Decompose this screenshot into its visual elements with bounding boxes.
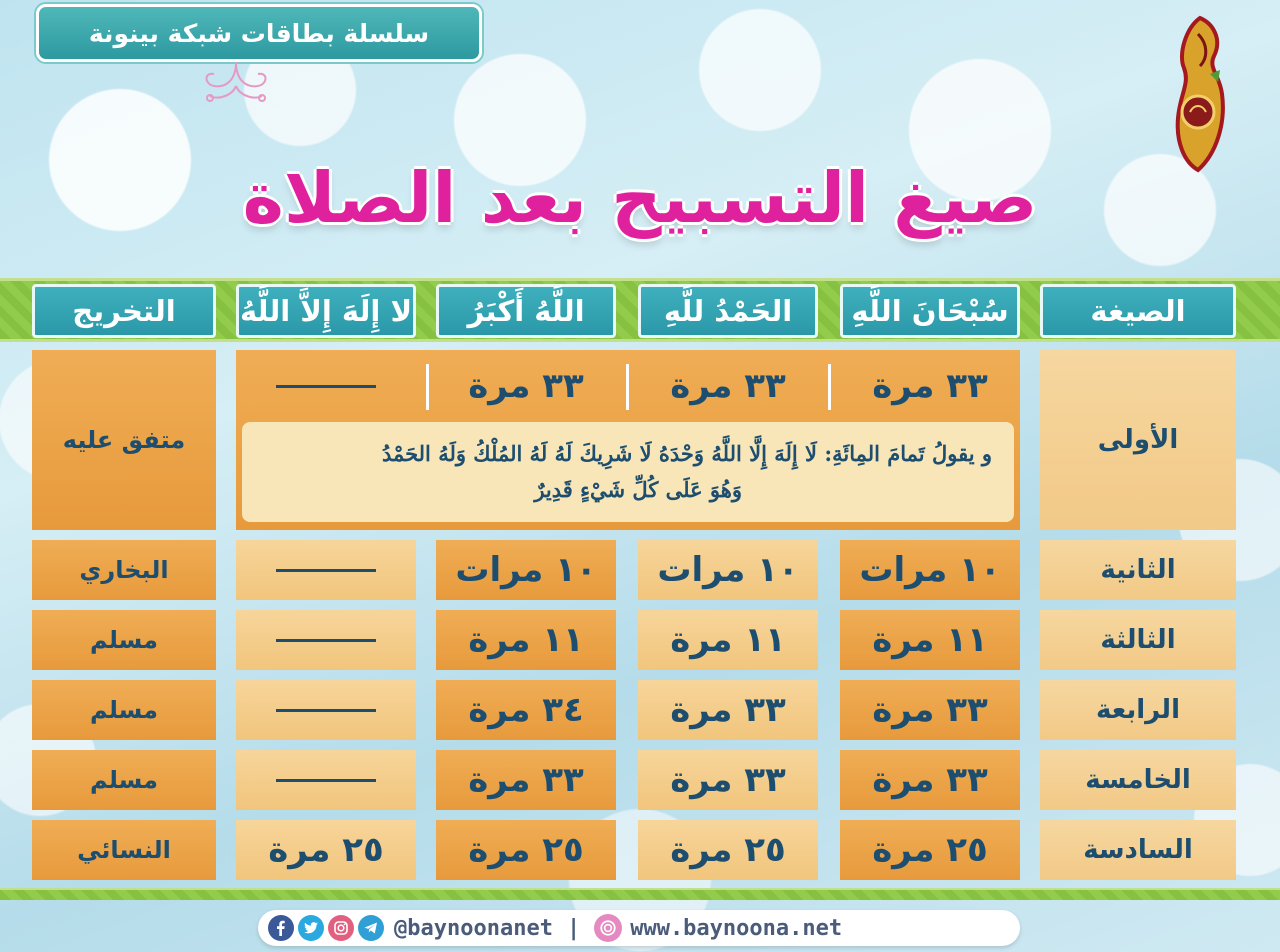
row-fourth-source: مسلم — [32, 680, 216, 740]
note-line-1: و يقولُ تَمامَ المِائَةِ: لَا إِلَهَ إِلَّا اللَّهُ وَحْدَهُ لَا شَرِيكَ لَهُ لَهُ المُلْكُ وَلَهُ الحَمْدُ — [381, 441, 992, 466]
row-fourth-hamd: ٣٣ مرة — [638, 680, 818, 740]
dash-mark — [276, 709, 376, 712]
twitter-icon[interactable] — [298, 915, 324, 941]
col-header-akbar: اللَّهُ أَكْبَرُ — [436, 284, 616, 338]
row-second-source: البخاري — [32, 540, 216, 600]
series-title: سلسلة بطاقات شبكة بينونة — [88, 18, 430, 48]
row-label-second: الثانية — [1040, 540, 1236, 600]
note-line-2: وَهُوَ عَلَى كُلِّ شَيْءٍ قَدِيرٌ — [534, 477, 742, 502]
row-fourth-tahlil — [236, 680, 416, 740]
dash-mark — [276, 779, 376, 782]
page-title: صيغ التسبيح بعد الصلاة — [242, 156, 1038, 239]
col-header-subhan: سُبْحَانَ اللَّهِ — [840, 284, 1020, 338]
row-sixth-akbar: ٢٥ مرة — [436, 820, 616, 880]
col-header-tahlil: لا إِلَهَ إِلاَّ اللَّهُ — [236, 284, 416, 338]
dash-mark — [276, 569, 376, 572]
row-fifth-tahlil — [236, 750, 416, 810]
separator — [426, 364, 429, 410]
row-first-tahlil — [236, 356, 416, 416]
row-second-hamd: ١٠ مرات — [638, 540, 818, 600]
row-first-subhan: ٣٣ مرة — [872, 366, 988, 406]
row-label-sixth: السادسة — [1040, 820, 1236, 880]
instagram-icon[interactable] — [328, 915, 354, 941]
row-fifth-subhan: ٣٣ مرة — [840, 750, 1020, 810]
row-first-akbar: ٣٣ مرة — [468, 366, 584, 406]
col-header-source: التخريج — [32, 284, 216, 338]
row-sixth-source: النسائي — [32, 820, 216, 880]
col-header-formula: الصيغة — [1040, 284, 1236, 338]
row-third-source: مسلم — [32, 610, 216, 670]
footer-bar — [258, 910, 1020, 946]
row-second-akbar: ١٠ مرات — [436, 540, 616, 600]
row-sixth-subhan: ٢٥ مرة — [840, 820, 1020, 880]
telegram-icon[interactable] — [358, 915, 384, 941]
row-fifth-source: مسلم — [32, 750, 216, 810]
facebook-icon[interactable] — [268, 915, 294, 941]
separator — [828, 364, 831, 410]
row-label-fourth: الرابعة — [1040, 680, 1236, 740]
footer-separator: | — [566, 915, 581, 941]
series-badge — [36, 4, 482, 62]
row-sixth-hamd: ٢٥ مرة — [638, 820, 818, 880]
separator — [626, 364, 629, 410]
row-third-subhan: ١١ مرة — [840, 610, 1020, 670]
dash-mark — [276, 639, 376, 642]
row-first-source: متفق عليه — [32, 350, 216, 530]
website-link[interactable]: www.baynoona.net — [630, 915, 843, 941]
footer-band — [0, 888, 1280, 900]
row-fourth-subhan: ٣٣ مرة — [840, 680, 1020, 740]
baynoona-logo-icon — [1170, 14, 1230, 174]
row-first-note — [242, 422, 1014, 522]
web-icon[interactable] — [594, 914, 622, 942]
row-third-akbar: ١١ مرة — [436, 610, 616, 670]
row-fourth-akbar: ٣٤ مرة — [436, 680, 616, 740]
dash-mark — [276, 385, 376, 388]
row-fifth-akbar: ٣٣ مرة — [436, 750, 616, 810]
row-second-subhan: ١٠ مرات — [840, 540, 1020, 600]
col-header-hamd: الحَمْدُ للَّهِ — [638, 284, 818, 338]
row-third-tahlil — [236, 610, 416, 670]
row-sixth-tahlil: ٢٥ مرة — [236, 820, 416, 880]
row-first-hamd: ٣٣ مرة — [670, 366, 786, 406]
row-label-first: الأولى — [1040, 350, 1236, 530]
row-label-fifth: الخامسة — [1040, 750, 1236, 810]
row-third-hamd: ١١ مرة — [638, 610, 818, 670]
social-handle[interactable]: @baynoonanet — [394, 915, 553, 941]
row-fifth-hamd: ٣٣ مرة — [638, 750, 818, 810]
row-second-tahlil — [236, 540, 416, 600]
badge-ornament-icon — [196, 60, 276, 104]
row-label-third: الثالثة — [1040, 610, 1236, 670]
